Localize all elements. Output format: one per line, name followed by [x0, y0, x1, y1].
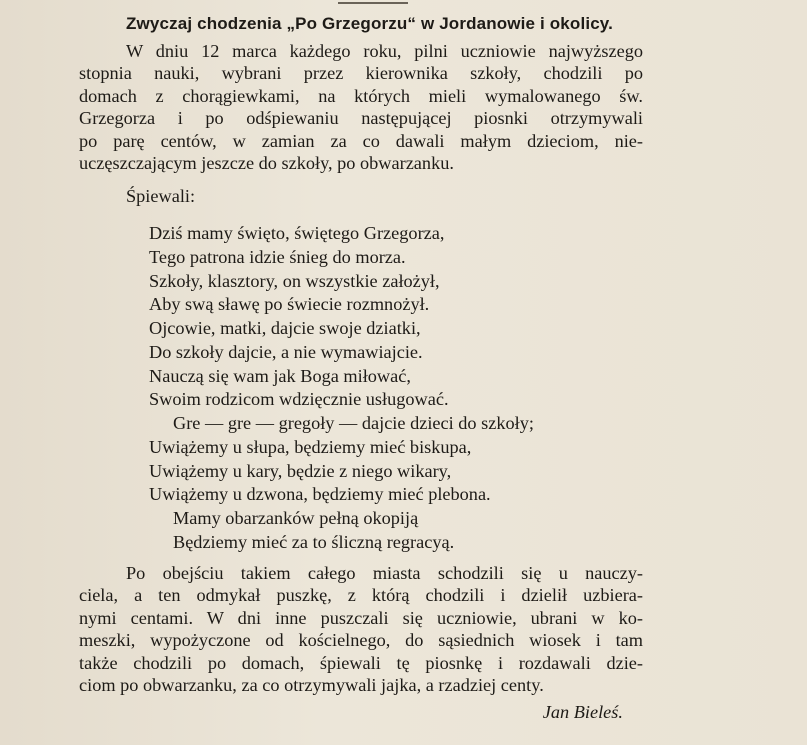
poem-line: Aby swą sławę po świecie rozmnożył.	[149, 294, 430, 315]
intro-paragraph	[79, 40, 643, 174]
text-line: po parę centów, w zamian za co dawali małym dzieciom, nie-	[79, 130, 643, 151]
closing-paragraph	[79, 562, 643, 696]
poem-line: Do szkoły dajcie, a nie wymawiajcie.	[149, 341, 423, 362]
text-line: nymi centami. W dni inne puszczali się uczniowie, ubrani w ko-	[79, 607, 643, 628]
poem-line: Swoim rodzicom wdzięcznie usługować.	[149, 389, 449, 410]
author-signature: Jan Bieleś.	[542, 702, 623, 722]
header-rule	[338, 2, 408, 4]
poem-line: Uwiążemy u słupa, będziemy mieć biskupa,	[149, 436, 472, 457]
sang-label: Śpiewali:	[126, 186, 196, 206]
song-lyrics	[149, 222, 534, 555]
poem-line: Dziś mamy święto, świętego Grzegorza,	[149, 223, 445, 243]
poem-line: Uwiążemy u dzwona, będziemy mieć plebona.	[149, 484, 491, 505]
poem-line: Ojcowie, matki, dajcie swoje dziatki,	[149, 318, 421, 338]
poem-line: Mamy obarzanków pełną okopiją	[173, 508, 419, 528]
text-line: W dniu 12 marca każdego roku, pilni uczniowie najwyższego	[126, 41, 643, 61]
text-line: Po obejściu takiem całego miasta schodzili się u nauczy-	[126, 563, 643, 583]
poem-line: Szkoły, klasztory, on wszystkie założył,	[149, 270, 440, 291]
text-line: ciom po obwarzanku, za co otrzymywali jajka, a rzadziej centy.	[79, 675, 544, 696]
text-line: meszki, wypożyczone od kościelnego, do sąsiednich wiosek i tam	[79, 630, 643, 651]
poem-line: Będziemy mieć za to śliczną regracyą.	[173, 531, 455, 552]
text-line: także chodzili po domach, śpiewali tę piosnkę i rozdawali dzie-	[79, 652, 643, 673]
poem-line: Uwiążemy u kary, będzie z niego wikary,	[149, 460, 452, 481]
text-line: stopnia nauki, wybrani przez kierownika szkoły, chodzili po	[79, 63, 643, 84]
text-line: domach z chorągiewkami, na których mieli wymalowanego św.	[79, 85, 643, 106]
poem-line: Nauczą się wam jak Boga miłować,	[149, 365, 411, 386]
poem-line: Tego patrona idzie śnieg do morza.	[149, 246, 406, 267]
article-title: Zwyczaj chodzenia „Po Grzegorzu“ w Jordanowie i okolicy.	[126, 14, 614, 33]
text-line: ciela, a ten odmykał puszkę, z którą chodzili i dzielił uzbiera-	[79, 585, 643, 606]
poem-line: Gre — gre — gregoły — dajcie dzieci do szkoły;	[173, 413, 534, 433]
text-line: Grzegorza i po odśpiewaniu następującej piosnki otrzymywali	[79, 108, 643, 129]
text-line: uczęszczającym jeszcze do szkoły, po obwarzanku.	[79, 153, 454, 174]
